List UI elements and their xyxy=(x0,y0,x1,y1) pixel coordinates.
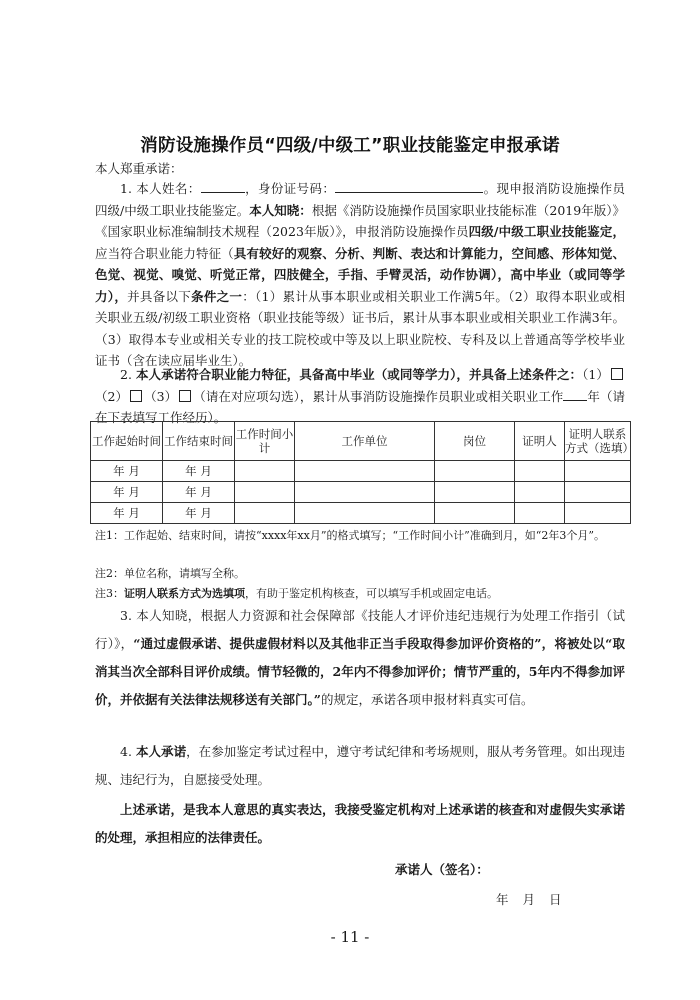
cell-position[interactable] xyxy=(435,461,515,482)
item4-b: 本人承诺 xyxy=(135,744,187,759)
cell-start[interactable]: 年 月 xyxy=(91,503,163,524)
cell-witness[interactable] xyxy=(515,503,565,524)
item3-b: “通过虚假承诺、提供虚假材料以及其他非正当手段取得参加评价资格的”，将被处以“取消其当次全部科目评价成绩。情节轻微的，2年内不得参加评价；情节严重的，5年内不得参加评价，并依据有关法律法规移送有关部门。” xyxy=(95,636,625,707)
cell-contact[interactable] xyxy=(565,482,631,503)
cell-position[interactable] xyxy=(435,503,515,524)
item1-h: 具有较好的观察、分析、判断、表达和计算能力，空间感、形体知觉、色觉、视觉、嗅觉、听觉正常，四肢健全，手指、手臂灵活，动作协调），高中毕业（或同等学力）， xyxy=(95,245,625,304)
item2-d: （请在对应项勾选），累计从事消防设施操作员职业或相关职业工作 xyxy=(193,388,564,404)
item4-a: 4. xyxy=(120,744,136,759)
condition-1-checkbox[interactable] xyxy=(611,368,623,380)
note-2: 注2：单位名称，请填写全称。 xyxy=(95,567,245,580)
header-employer: 工作单位 xyxy=(295,422,435,461)
item1-g: 应当符合职业能力特征（ xyxy=(95,245,234,261)
condition-2-checkbox[interactable] xyxy=(130,390,142,402)
cell-witness[interactable] xyxy=(515,482,565,503)
page-number: - 11 - xyxy=(330,928,370,946)
cell-position[interactable] xyxy=(435,482,515,503)
header-witness-contact: 证明人联系方式（选填） xyxy=(565,422,631,461)
intro-text: 本人郑重承诺： xyxy=(95,161,183,176)
header-subtotal: 工作时间小计 xyxy=(235,422,295,461)
note-3 xyxy=(95,585,635,602)
item1-a: 1. 本人姓名： xyxy=(120,181,201,196)
condition-3-checkbox[interactable] xyxy=(179,390,191,402)
cell-contact[interactable] xyxy=(565,503,631,524)
item1-j: 条件之一 xyxy=(191,288,243,304)
item1-i: 并具备以下 xyxy=(127,288,192,304)
signature-label[interactable]: 承诺人（签名）： xyxy=(395,862,489,877)
closing-statement xyxy=(95,796,625,852)
item2-c3: （3） xyxy=(144,388,178,404)
header-position: 岗位 xyxy=(435,422,515,461)
item2-b: 本人承诺符合职业能力特征，具备高中毕业（或同等学力），并具备上述条件之： xyxy=(135,367,583,382)
note3-a: 注3： xyxy=(95,587,124,600)
cell-end[interactable]: 年 月 xyxy=(163,503,235,524)
note3-b: 证明人联系方式为选填项 xyxy=(124,587,245,600)
cell-employer[interactable] xyxy=(295,461,435,482)
item-4 xyxy=(95,738,625,794)
name-blank[interactable] xyxy=(201,179,245,193)
table-row xyxy=(91,482,631,503)
cell-employer[interactable] xyxy=(295,482,435,503)
date-line[interactable]: 年 月 日 xyxy=(496,892,562,907)
item-2 xyxy=(95,364,625,429)
work-experience-table xyxy=(90,421,634,524)
page-title: 消防设施操作员“四级/中级工”职业技能鉴定申报承诺 xyxy=(140,136,560,156)
item3-c: 的规定，承诺各项申报材料真实可信。 xyxy=(320,692,534,707)
item1-b: ，身份证号码： xyxy=(244,181,336,196)
cell-employer[interactable] xyxy=(295,503,435,524)
cell-witness[interactable] xyxy=(515,461,565,482)
item1-d: 本人知晓： xyxy=(249,202,312,218)
item2-e: 年（请在下表填写工作经历）。 xyxy=(95,388,625,425)
cell-subtotal[interactable] xyxy=(235,482,295,503)
note3-c: ，有助于鉴定机构核查，可以填写手机或固定电话。 xyxy=(245,587,498,600)
cell-end[interactable]: 年 月 xyxy=(163,461,235,482)
item1-k: ：（1）累计从事本职业或相关职业工作满5年。（2）取得本职业或相关职业五级/初级工职业资格（职业技能等级）证书后，累计从事本职业或相关职业工作满3年。（3）取得本专业或相关专业的技工院校或中等及以上职业院校、专科及以上普通高等学校毕业证书（含在读应届毕业生）。 xyxy=(95,288,625,368)
years-blank[interactable] xyxy=(563,387,587,401)
header-witness: 证明人 xyxy=(515,422,565,461)
cell-start[interactable]: 年 月 xyxy=(91,482,163,503)
item2-c2: （2） xyxy=(95,388,129,404)
cell-subtotal[interactable] xyxy=(235,503,295,524)
id-number-blank[interactable] xyxy=(335,179,483,193)
header-start-time: 工作起始时间 xyxy=(91,422,163,461)
item3-a: 3. 本人知晓，根据人力资源和社会保障部《技能人才评价违纪违规行为处理工作指引（试行）》， xyxy=(95,608,625,651)
item1-f: 四级/中级工职业技能鉴定， xyxy=(468,224,625,239)
table-row xyxy=(91,461,631,482)
cell-start[interactable]: 年 月 xyxy=(91,461,163,482)
item1-c: 。现申报消防设施操作员四级/中级工职业技能鉴定。 xyxy=(95,181,625,218)
item-1 xyxy=(95,178,625,372)
cell-end[interactable]: 年 月 xyxy=(163,482,235,503)
table-row xyxy=(91,503,631,524)
item4-c: ，在参加鉴定考试过程中，遵守考试纪律和考场规则，服从考务管理。如出现违规、违纪行为，自愿接受处理。 xyxy=(95,744,625,787)
item-3 xyxy=(95,602,625,714)
cell-contact[interactable] xyxy=(565,461,631,482)
closing-text: 上述承诺，是我本人意思的真实表达，我接受鉴定机构对上述承诺的核查和对虚假失实承诺的处理，承担相应的法律责任。 xyxy=(95,802,625,845)
header-end-time: 工作结束时间 xyxy=(163,422,235,461)
note-1: 注1：工作起始、结束时间，请按“xxxx年xx月”的格式填写；“工作时间小计”准确到月，如“2年3个月”。 xyxy=(95,529,605,542)
item2-a: 2. xyxy=(120,367,136,382)
item2-c1: （1） xyxy=(582,367,609,382)
cell-subtotal[interactable] xyxy=(235,461,295,482)
item1-e: 根据《消防设施操作员国家职业技能标准（2019年版）》《国家职业标准编制技术规程（2023年版）》，申报消防设施操作员 xyxy=(95,202,625,239)
